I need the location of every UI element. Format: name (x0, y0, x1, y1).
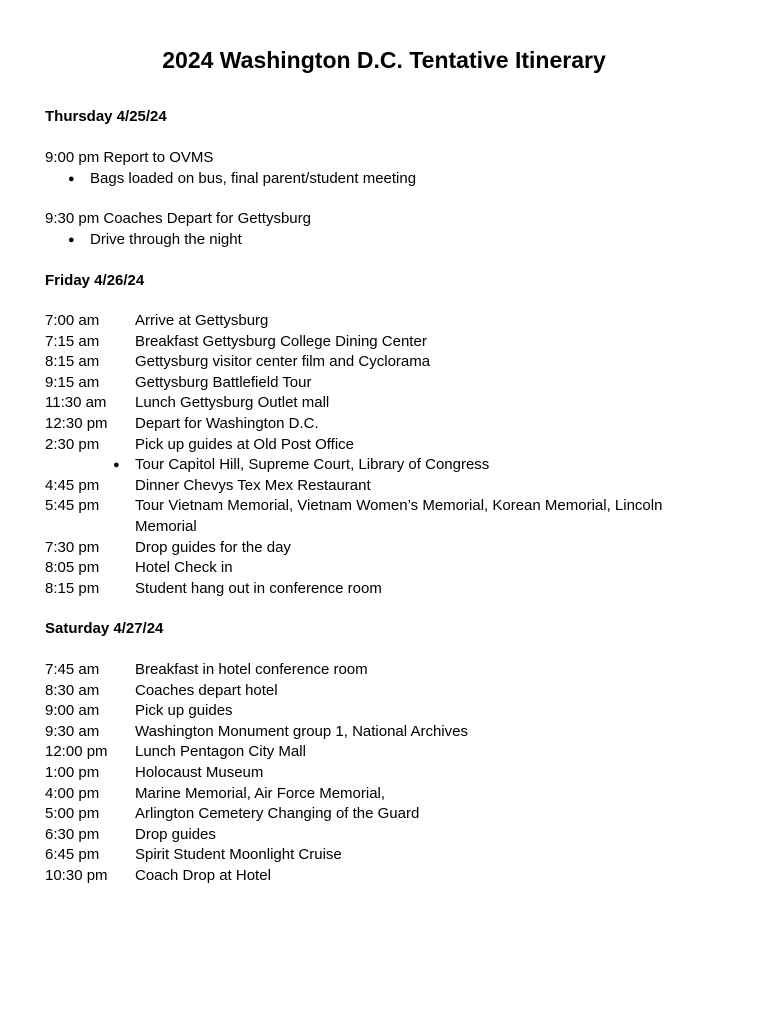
schedule-sub-text: Tour Capitol Hill, Supreme Court, Library of Congress (135, 456, 490, 474)
schedule-time: 4:45 pm (45, 476, 100, 494)
schedule-row (45, 352, 725, 373)
schedule-activity: Lunch Gettysburg Outlet mall (135, 394, 330, 412)
schedule-sub-bullet (45, 455, 725, 476)
schedule-time: 7:45 am (45, 661, 100, 678)
schedule-row (45, 332, 725, 353)
schedule-row (45, 393, 725, 414)
thursday-item-depart: 9:30 pm Coaches Depart for Gettysburg (45, 210, 311, 227)
schedule-row (45, 701, 725, 722)
schedule-row (45, 722, 725, 743)
schedule-time: 7:00 am (45, 312, 100, 329)
schedule-row (45, 538, 725, 559)
schedule-activity: Drop guides for the day (135, 538, 291, 556)
schedule-activity: Lunch Pentagon City Mall (135, 743, 306, 761)
schedule-time: 8:30 am (45, 681, 100, 699)
schedule-time: 9:30 am (45, 722, 100, 740)
schedule-activity: Holocaust Museum (135, 763, 264, 781)
schedule-activity: Washington Monument group 1, National Archives (135, 722, 468, 740)
schedule-activity: Breakfast Gettysburg College Dining Center (135, 332, 427, 350)
schedule-row (45, 558, 725, 579)
schedule-time: 9:00 am (45, 702, 100, 720)
schedule-activity: Depart for Washington D.C. (135, 414, 319, 432)
schedule-time: 5:00 pm (45, 805, 100, 823)
schedule-activity: Spirit Student Moonlight Cruise (135, 846, 342, 864)
schedule-time: 7:30 pm (45, 538, 100, 556)
schedule-time: 11:30 am (45, 394, 107, 412)
thursday-item-report: 9:00 pm Report to OVMS (45, 149, 214, 166)
schedule-activity: Arlington Cemetery Changing of the Guard (135, 805, 420, 823)
schedule-activity: Hotel Check in (135, 559, 233, 577)
schedule-time: 5:45 pm (45, 497, 100, 515)
schedule-activity: Drop guides (135, 825, 216, 843)
schedule-time: 2:30 pm (45, 435, 100, 453)
schedule-activity: Arrive at Gettysburg (135, 312, 269, 329)
schedule-row (45, 845, 725, 866)
schedule-time: 8:15 am (45, 353, 100, 371)
schedule-activity: Dinner Chevys Tex Mex Restaurant (135, 476, 371, 494)
document-title: 2024 Washington D.C. Tentative Itinerary (162, 47, 606, 73)
schedule-time: 12:00 pm (45, 743, 108, 761)
schedule-time: 8:15 pm (45, 579, 100, 597)
schedule-time: 6:45 pm (45, 846, 100, 864)
schedule-time: 1:00 pm (45, 763, 100, 781)
schedule-row (45, 825, 725, 846)
schedule-time: 10:30 pm (45, 866, 108, 884)
thursday-bullet-drive: Drive through the night (90, 231, 242, 248)
schedule-activity: Tour Vietnam Memorial, Vietnam Women’s Memorial, Korean Memorial, Lincoln Memorial (135, 497, 663, 535)
schedule-time: 9:15 am (45, 373, 100, 391)
schedule-time: 6:30 pm (45, 825, 100, 843)
schedule-row (45, 579, 725, 600)
schedule-row (45, 804, 725, 825)
schedule-activity: Student hang out in conference room (135, 579, 382, 597)
schedule-activity: Marine Memorial, Air Force Memorial, (135, 784, 386, 802)
schedule-row (45, 435, 725, 456)
bullet-icon: ● (68, 234, 75, 246)
schedule-row (45, 742, 725, 763)
schedule-activity: Coaches depart hotel (135, 681, 278, 699)
schedule-activity: Pick up guides at Old Post Office (135, 435, 355, 453)
schedule-activity: Pick up guides (135, 702, 233, 720)
bullet-icon: ● (113, 459, 120, 472)
schedule-activity: Gettysburg visitor center film and Cyclorama (135, 353, 431, 371)
day-heading-friday: Friday 4/26/24 (45, 272, 145, 289)
saturday-schedule (45, 660, 725, 887)
schedule-time: 4:00 pm (45, 784, 100, 802)
friday-schedule (45, 311, 725, 599)
bullet-icon: ● (68, 173, 75, 185)
schedule-row (45, 311, 725, 332)
schedule-activity: Gettysburg Battlefield Tour (135, 373, 312, 391)
schedule-row (45, 660, 725, 681)
schedule-row (45, 373, 725, 394)
schedule-row (45, 414, 725, 435)
schedule-row (45, 496, 725, 537)
schedule-time: 8:05 pm (45, 559, 100, 577)
thursday-bullet-bags: Bags loaded on bus, final parent/student meeting (90, 170, 417, 187)
schedule-row (45, 784, 725, 805)
schedule-row (45, 866, 725, 887)
day-heading-saturday: Saturday 4/27/24 (45, 620, 164, 637)
schedule-activity: Coach Drop at Hotel (135, 866, 271, 884)
schedule-time: 12:30 pm (45, 414, 108, 432)
schedule-time: 7:15 am (45, 332, 100, 350)
schedule-row (45, 476, 725, 497)
day-heading-thursday: Thursday 4/25/24 (45, 108, 167, 125)
schedule-activity: Breakfast in hotel conference room (135, 661, 368, 678)
schedule-row (45, 763, 725, 784)
schedule-row (45, 681, 725, 702)
